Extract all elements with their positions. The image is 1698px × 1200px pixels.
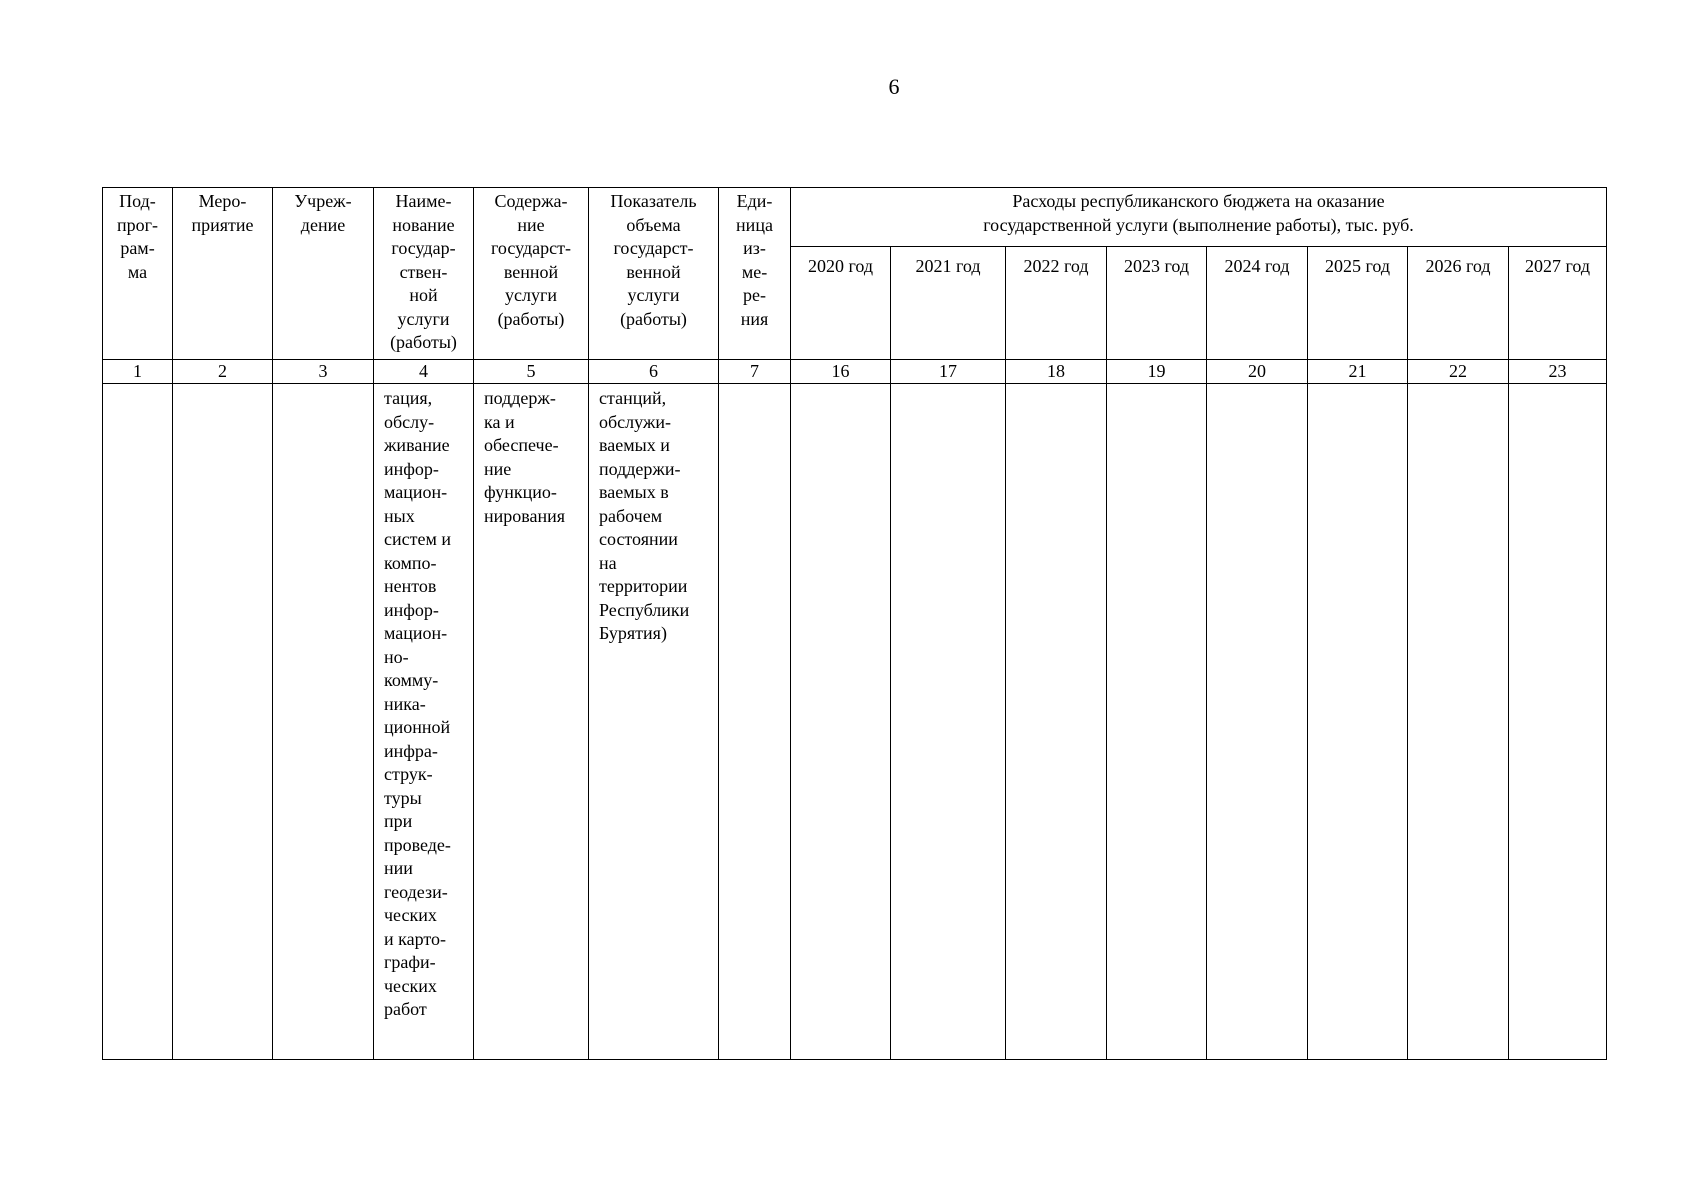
cell-service-content: поддерж- ка и обеспече- ние функцио- нирования xyxy=(474,384,589,1060)
header-institution: Учреж- дение xyxy=(273,188,374,360)
column-number: 21 xyxy=(1308,360,1408,384)
cell-expense-2026 xyxy=(1408,384,1509,1060)
year-header: 2020 год xyxy=(791,247,891,360)
column-number: 1 xyxy=(103,360,173,384)
cell-expense-2024 xyxy=(1207,384,1308,1060)
header-measure: Меро- приятие xyxy=(173,188,273,360)
header-row xyxy=(103,188,1607,247)
column-number: 23 xyxy=(1509,360,1607,384)
column-number-row xyxy=(103,360,1607,384)
header-budget-group: Расходы республиканского бюджета на оказание государственной услуги (выполнение работы), тыс. руб. xyxy=(791,188,1607,247)
column-number: 19 xyxy=(1107,360,1207,384)
column-number: 7 xyxy=(719,360,791,384)
column-number: 17 xyxy=(891,360,1006,384)
year-header: 2024 год xyxy=(1207,247,1308,360)
column-number: 20 xyxy=(1207,360,1308,384)
year-header: 2023 год xyxy=(1107,247,1207,360)
header-service-name: Наиме- нование государ- ствен- ной услуги (работы) xyxy=(374,188,474,360)
header-subprogram: Под- прог- рам- ма xyxy=(103,188,173,360)
column-number: 5 xyxy=(474,360,589,384)
header-unit: Еди- ница из- ме- ре- ния xyxy=(719,188,791,360)
column-number: 18 xyxy=(1006,360,1107,384)
year-header: 2025 год xyxy=(1308,247,1408,360)
cell-expense-2022 xyxy=(1006,384,1107,1060)
column-number: 2 xyxy=(173,360,273,384)
page-number: 6 xyxy=(888,74,900,99)
cell-expense-2020 xyxy=(791,384,891,1060)
column-number: 3 xyxy=(273,360,374,384)
cell-expense-2021 xyxy=(891,384,1006,1060)
cell-service-name: тация, обслу- живание инфор- мацион- ных систем и компо- нентов инфор- мацион- но- комму- ника- ционной инфра- струк- туры при проведе- нии геодези- ческих и карто- графи- ческих работ xyxy=(374,384,474,1060)
header-volume-indicator: Показатель объема государст- венной услуги (работы) xyxy=(589,188,719,360)
year-header: 2021 год xyxy=(891,247,1006,360)
column-number: 4 xyxy=(374,360,474,384)
year-header: 2022 год xyxy=(1006,247,1107,360)
table-row xyxy=(103,384,1607,1060)
cell-volume-indicator: станций, обслужи- ваемых и поддержи- ваемых в рабочем состоянии на территории Республики Бурятия) xyxy=(589,384,719,1060)
cell-subprogram xyxy=(103,384,173,1060)
cell-unit xyxy=(719,384,791,1060)
cell-institution xyxy=(273,384,374,1060)
cell-expense-2027 xyxy=(1509,384,1607,1060)
column-number: 16 xyxy=(791,360,891,384)
budget-table xyxy=(102,187,1607,1060)
header-service-content: Содержа- ние государст- венной услуги (работы) xyxy=(474,188,589,360)
cell-measure xyxy=(173,384,273,1060)
cell-expense-2023 xyxy=(1107,384,1207,1060)
cell-expense-2025 xyxy=(1308,384,1408,1060)
year-header: 2027 год xyxy=(1509,247,1607,360)
column-number: 6 xyxy=(589,360,719,384)
column-number: 22 xyxy=(1408,360,1509,384)
year-header: 2026 год xyxy=(1408,247,1509,360)
